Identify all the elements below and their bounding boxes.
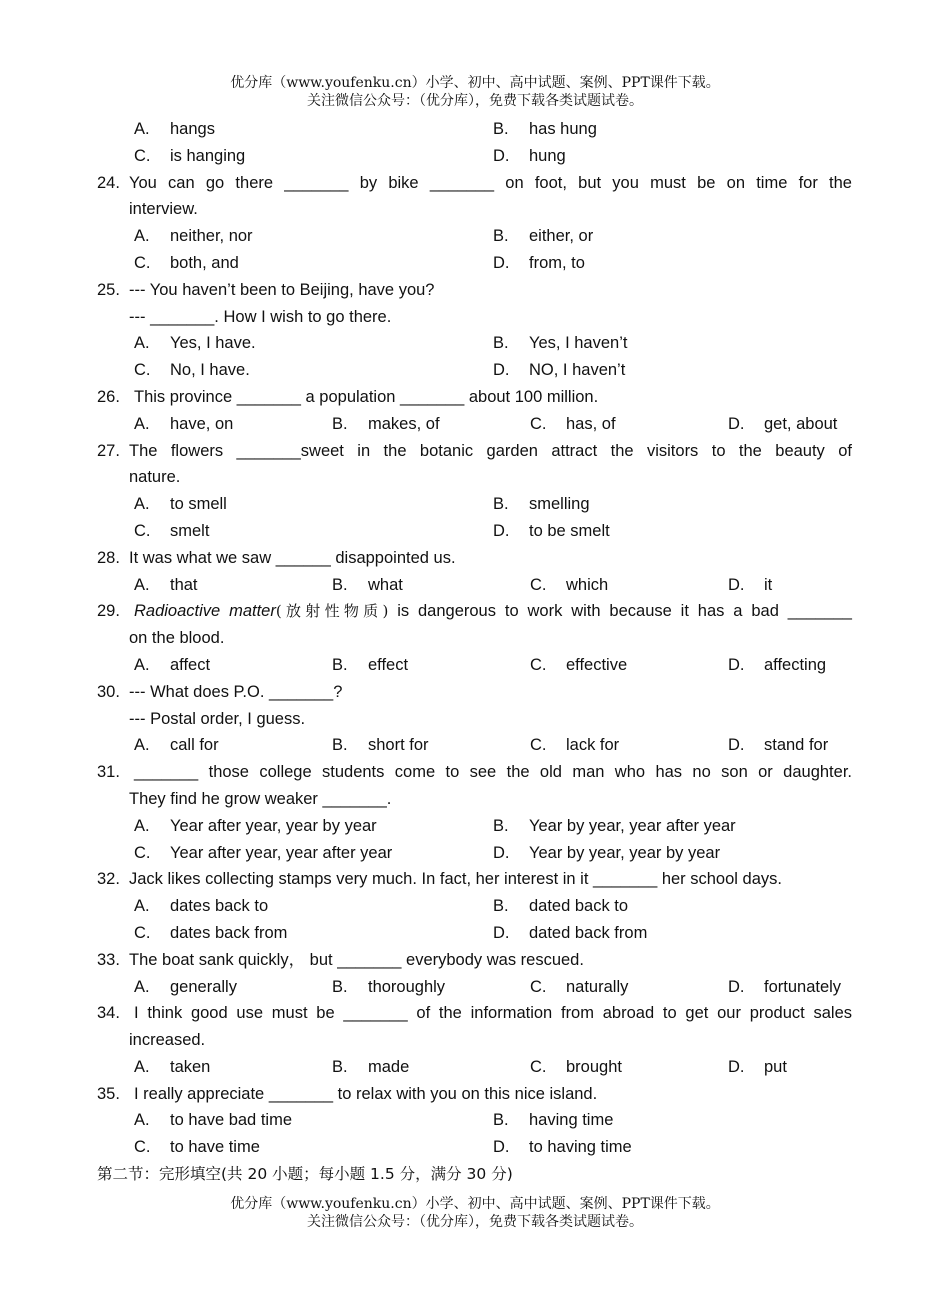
q32-option-c[interactable]: C. dates back from [134,923,288,942]
question-number: 26. [97,387,120,406]
header-line-2: 关注微信公众号：（优分库），免费下载各类试题试卷。 [307,93,643,109]
question-35 [97,1081,852,1108]
q34-options [97,1054,852,1081]
question-text-continued: increased. [129,1031,206,1050]
question-25 [97,277,852,304]
question-text-continued: They find he grow weaker _______. [129,789,392,808]
question-32 [97,866,852,893]
q24-options [97,223,852,250]
q35-option-c[interactable]: C. to have time [134,1138,260,1157]
q26-option-a[interactable]: A. have, on [134,414,234,433]
q23-option-b[interactable]: B. has hung [493,120,597,138]
q27-options [97,491,852,518]
chinese-gloss: (放射性物质) [275,602,389,621]
question-number: 32. [97,870,120,889]
q32-option-d[interactable]: D. dated back from [493,923,648,942]
q25-option-c[interactable]: C. No, I have. [134,361,250,380]
q33-option-a[interactable]: A. generally [134,977,237,996]
q24-option-c[interactable]: C. both, and [134,253,239,272]
q29-option-b[interactable]: B. effect [332,655,409,674]
question-text: The flowers _______sweet in the botanic garden attract the visitors to the beauty of [129,441,852,460]
question-number: 24. [97,173,120,192]
q29-option-a[interactable]: A. affect [134,655,211,674]
question-text: This province _______ a population _______ about 100 million. [134,387,599,406]
question-text [129,598,852,625]
q25-options-2 [97,357,852,384]
question-text-continued: interview. [129,200,198,219]
q26-option-c[interactable]: C. has, of [530,414,616,433]
q34-option-b[interactable]: B. made [332,1057,410,1076]
question-text: It was what we saw ______ disappointed us. [129,548,456,567]
q23-option-c[interactable]: C. is hanging [134,146,246,165]
question-text: Jack likes collecting stamps very much. In fact, her interest in it _______ her school days. [129,870,782,889]
q25-option-d[interactable]: D. NO, I haven’t [493,361,626,380]
q29-option-d[interactable]: D. affecting [728,655,827,674]
q24-option-d[interactable]: D. from, to [493,253,585,272]
q31-options [97,813,852,840]
q35-option-d[interactable]: D. to having time [493,1138,632,1157]
question-28 [97,545,852,572]
question-number: 31. [97,763,120,782]
q27-option-d[interactable]: D. to be smelt [493,521,610,540]
q32-option-b[interactable]: B. dated back to [493,897,629,916]
q29-option-c[interactable]: C. effective [530,655,628,674]
q30-option-b[interactable]: B. short for [332,736,429,755]
question-27 [97,438,852,465]
question-text-continued: --- _______. How I wish to go there. [129,307,392,326]
footer-line-2: 关注微信公众号：（优分库），免费下载各类试题试卷。 [307,1214,643,1230]
q24-option-b[interactable]: B. either, or [493,227,594,246]
exam-content [97,116,852,1188]
q30-options [97,732,852,759]
q26-option-b[interactable]: B. makes, of [332,414,440,433]
q29-options [97,652,852,679]
italic-term: Radioactive matter [134,602,276,621]
q33-option-d[interactable]: D. fortunately [728,977,842,996]
q32-options [97,893,852,920]
question-26 [97,384,852,411]
question-number: 34. [97,1004,120,1023]
q23-options-2 [97,143,852,170]
q25-options [97,330,852,357]
q30-option-d[interactable]: D. stand for [728,736,829,755]
question-number: 25. [97,280,120,299]
page-footer [0,1195,950,1231]
q35-options [97,1107,852,1134]
header-line-1: 优分库（www.youfenku.cn）小学、初中、高中试题、案例、PPT课件下载。 [230,75,720,91]
question-text: I think good use must be _______ of the information from abroad to get our product sales [134,1004,852,1023]
q31-option-a[interactable]: A. Year after year, year by year [134,816,377,835]
question-text: --- What does P.O. _______? [129,682,343,701]
q23-options [97,116,852,143]
question-text-continued: nature. [129,468,181,487]
q24-option-a[interactable]: A. neither, nor [134,227,253,246]
q25-option-b[interactable]: B. Yes, I haven’t [493,334,628,353]
q32-option-a[interactable]: A. dates back to [134,897,269,916]
q35-option-b[interactable]: B. having time [493,1111,614,1130]
page-header [0,74,950,110]
q32-options-2 [97,920,852,947]
q30-option-c[interactable]: C. lack for [530,736,620,755]
q23-option-d[interactable]: D. hung [493,146,566,165]
q27-options-2 [97,518,852,545]
q27-option-a[interactable]: A. to smell [134,495,227,514]
q26-options [97,411,852,438]
question-text: --- You haven’t been to Beijing, have you? [129,280,435,299]
q25-option-a[interactable]: A. Yes, I have. [134,334,256,353]
q28-option-b[interactable]: B. what [332,575,403,594]
footer-line-1: 优分库（www.youfenku.cn）小学、初中、高中试题、案例、PPT课件下载。 [230,1196,720,1212]
question-number: 29. [97,602,120,621]
q35-option-a[interactable]: A. to have bad time [134,1111,292,1130]
q34-option-d[interactable]: D. put [728,1057,787,1076]
q31-option-b[interactable]: B. Year by year, year after year [493,816,736,835]
q26-option-d[interactable]: D. get, about [728,414,838,433]
question-text-continued: --- Postal order, I guess. [129,709,306,728]
question-33 [97,947,852,974]
question-text-continued: on the blood. [129,629,225,648]
question-number: 33. [97,950,120,969]
question-text: You can go there _______ by bike _______ on foot, but you must be on time for the [129,173,852,192]
question-text-rest: is dangerous to work with because it has a bad _______ [388,602,852,621]
q33-option-b[interactable]: B. thoroughly [332,977,446,996]
q27-option-c[interactable]: C. smelt [134,521,210,540]
question-number: 27. [97,441,120,460]
question-text: The boat sank quickly， but _______ everybody was rescued. [129,950,584,969]
question-text: _______ those college students come to see the old man who has no son or daughter. [134,763,852,782]
q33-options [97,974,852,1001]
q30-option-a[interactable]: A. call for [134,736,219,755]
q35-options-2 [97,1134,852,1161]
question-24 [97,170,852,197]
q34-option-c[interactable]: C. brought [530,1057,622,1076]
question-number: 35. [97,1084,120,1103]
q27-option-b[interactable]: B. smelling [493,495,590,514]
question-text: I really appreciate _______ to relax with you on this nice island. [134,1084,598,1103]
q28-option-d[interactable]: D. it [728,575,773,594]
question-31 [97,759,852,786]
q31-options-2 [97,840,852,867]
question-29 [97,598,852,625]
q28-options [97,572,852,599]
q28-option-c[interactable]: C. which [530,575,609,594]
question-number: 30. [97,682,120,701]
q28-option-a[interactable]: A. that [134,575,198,594]
q23-option-a[interactable]: A. hangs [134,120,215,138]
question-34 [97,1000,852,1027]
question-number: 28. [97,548,120,567]
q31-option-c[interactable]: C. Year after year, year after year [134,843,393,862]
q33-option-c[interactable]: C. naturally [530,977,629,996]
q31-option-d[interactable]: D. Year by year, year by year [493,843,721,862]
question-30 [97,679,852,706]
section-2-heading: 第二节：完形填空(共 20 小题；每小题 1.5 分，满分 30 分) [97,1165,513,1184]
q34-option-a[interactable]: A. taken [134,1057,211,1076]
q24-options-2 [97,250,852,277]
